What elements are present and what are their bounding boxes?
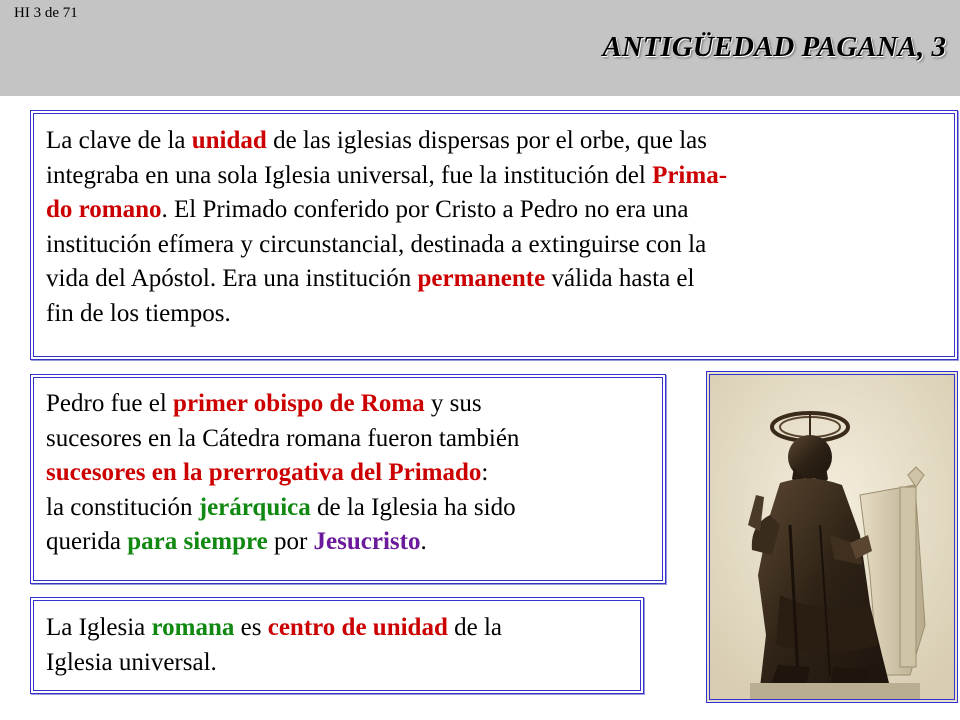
text-run: La Iglesia <box>46 614 152 641</box>
text-line <box>46 525 662 560</box>
text-run: por <box>267 528 314 555</box>
highlight-sucesores: sucesores en la prerrogativa del Primado <box>46 459 482 486</box>
highlight-primer-obispo: primer obispo de Roma <box>173 390 425 417</box>
text-line <box>46 193 954 228</box>
text-box-pedro <box>30 374 666 584</box>
text-run: Iglesia universal. <box>46 648 217 676</box>
text-line <box>46 228 954 263</box>
text-box-iglesia-romana <box>30 597 644 694</box>
text-run: Pedro fue el <box>46 390 174 417</box>
text-line <box>46 124 954 159</box>
slide-header <box>0 0 960 96</box>
text-run: fin de los tiempos. <box>46 299 231 327</box>
text-line <box>46 387 662 422</box>
text-run: . <box>420 528 427 555</box>
text-line <box>46 456 662 491</box>
text-line <box>46 159 954 194</box>
text-line <box>46 262 954 297</box>
highlight-jesucristo: Jesucristo <box>313 528 421 555</box>
text-run: : <box>481 459 489 486</box>
text-line <box>46 646 640 681</box>
text-box-primado <box>30 110 958 360</box>
saint-peter-statue-image <box>706 371 958 703</box>
highlight-primado-part1: Prima- <box>652 161 728 189</box>
highlight-unidad: unidad <box>191 127 267 154</box>
highlight-jerarquica: jerárquica <box>198 493 311 521</box>
text-run: es <box>234 614 268 641</box>
slide-title: ANTIGÜEDAD PAGANA, 3 <box>602 31 946 63</box>
slide-number: HI 3 de 71 <box>14 5 78 21</box>
statue-illustration <box>710 375 954 699</box>
text-run: válida hasta el <box>545 265 695 292</box>
text-run: y sus <box>424 390 482 417</box>
pedestal-shape <box>750 683 920 699</box>
text-run: la constitución <box>46 493 199 521</box>
highlight-permanente: permanente <box>417 265 546 292</box>
text-line <box>46 491 662 526</box>
highlight-romana: romana <box>151 614 235 641</box>
highlight-para-siempre: para siempre <box>127 528 268 555</box>
text-line <box>46 422 662 457</box>
text-run: vida del Apóstol. Era una institución <box>46 265 418 292</box>
text-line <box>46 611 640 646</box>
highlight-primado-part2: do romano <box>46 196 162 223</box>
highlight-centro-de-unidad: centro de unidad <box>267 614 448 641</box>
text-run: de la Iglesia ha sido <box>310 493 516 521</box>
text-line <box>46 297 954 332</box>
text-run: de la <box>447 614 502 641</box>
text-run: sucesores en la Cátedra romana fueron también <box>46 424 520 452</box>
text-run: institución efímera y circunstancial, destinada a extinguirse con la <box>46 230 707 258</box>
text-run: . El Primado conferido por Cristo a Pedro no era una <box>161 196 689 223</box>
text-run: La clave de la <box>46 127 192 154</box>
text-run: de las iglesias dispersas por el orbe, que las <box>266 127 707 154</box>
text-run: integraba en una sola Iglesia universal, fue la institución del <box>46 161 653 189</box>
text-run: querida <box>46 528 128 555</box>
